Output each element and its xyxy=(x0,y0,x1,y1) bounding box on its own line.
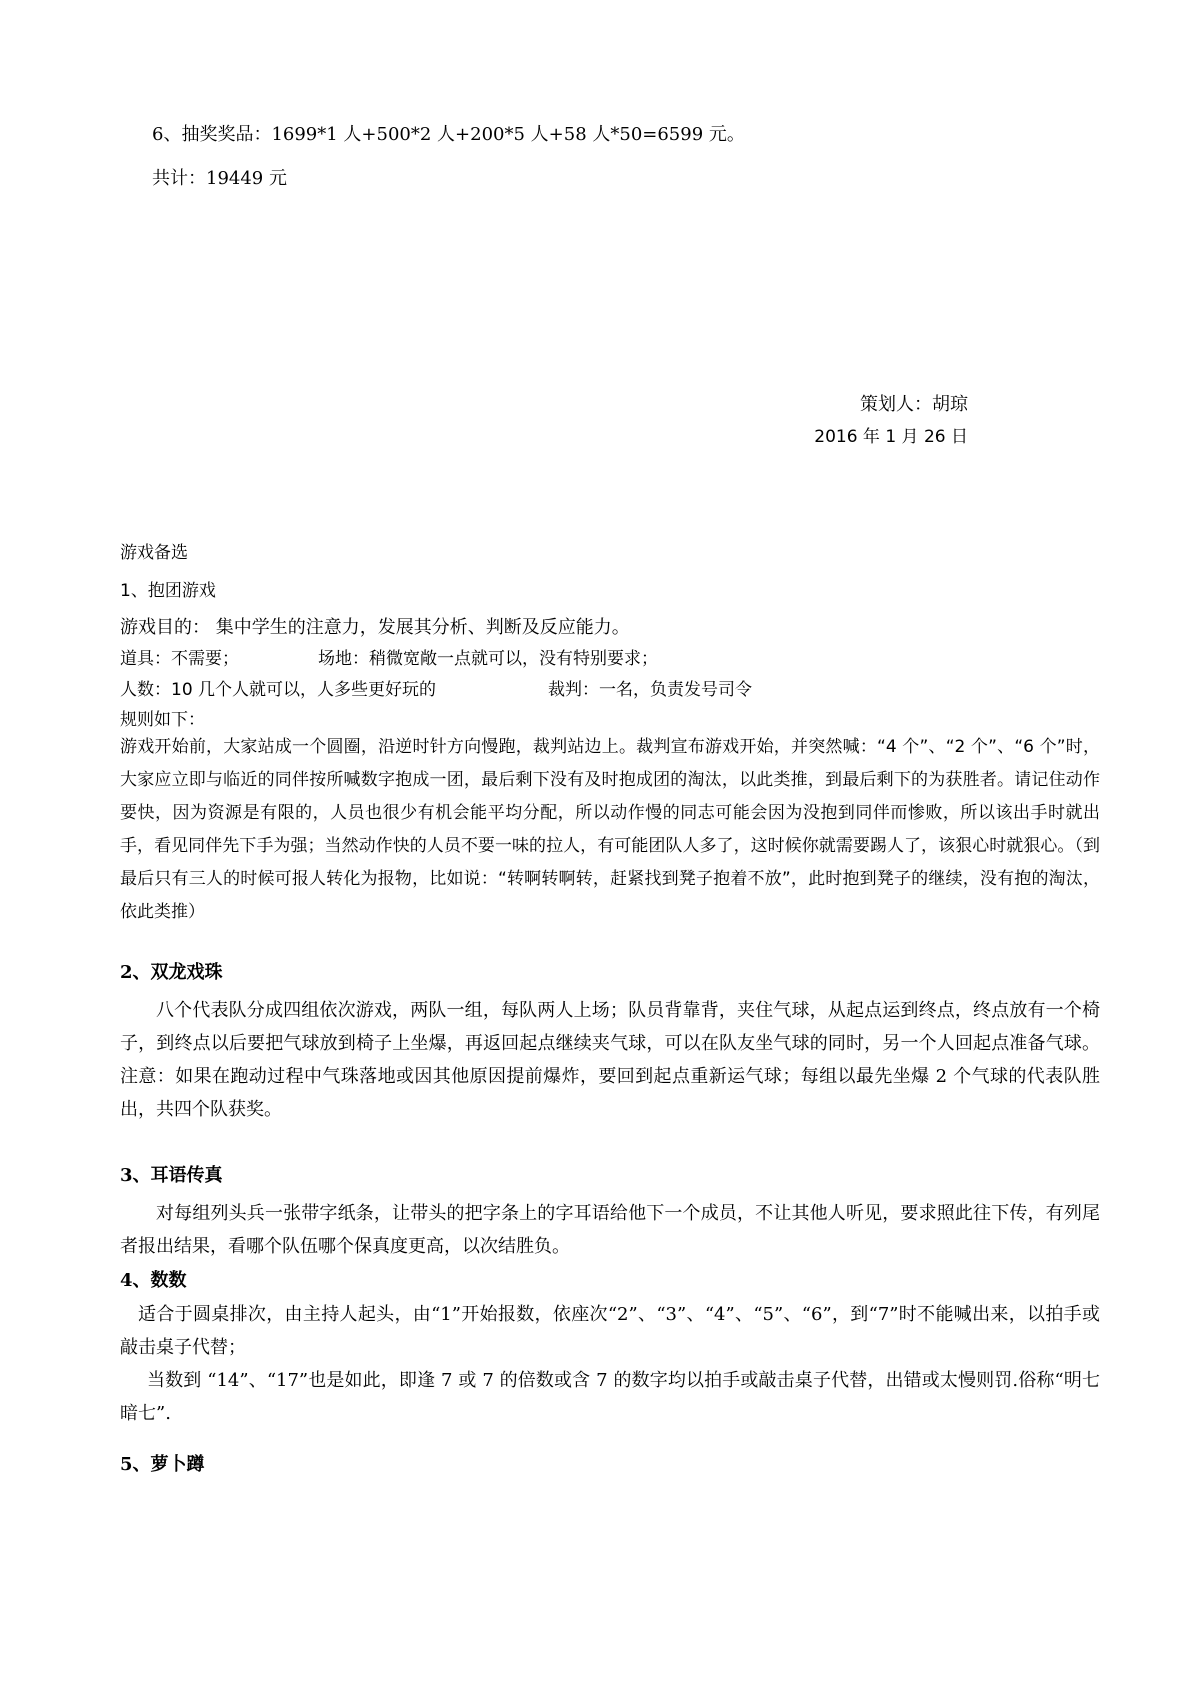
games-heading: 游戏备选 xyxy=(120,543,188,563)
game4-title: 4、数数 xyxy=(120,1270,187,1291)
game4-text1: 适合于圆桌排次，由主持人起头，由“1”开始报数，依座次“2”、“3”、“4”、“5”、“6”，到“7”时不能喊出来，以拍手或敲击桌子代替； xyxy=(120,1304,1100,1358)
game1-venue: 场地：稍微宽敞一点就可以，没有特别要求； xyxy=(318,649,658,669)
game1-title: 1、抱团游戏 xyxy=(120,581,216,601)
game1-rules-text: 游戏开始前，大家站成一个圆圈，沿逆时针方向慢跑，裁判站边上。裁判宣布游戏开始，并突然喊：“4 个”、“2 个”、“6 个”时，大家应立即与临近的同伴按所喊数字抱成一团，最后剩下没有及时抱成团的淘汰，以此类推，到最后剩下的为获胜者。请记住动作要快，因为资源是有限的，人员也很少有机会能平均分配，所以动作慢的同志可能会因为没抱到同伴而惨败，所以该出手时就出手，看见同伴先下手为强；当然动作快的人员不要一味的拉人，有可能团队人多了，这时候你就需要踢人了，该狠心时就狠心。（到最后只有三人的时候可报人转化为报物，比如说：“转啊转啊转，赶紧找到凳子抱着不放”，此时抱到凳子的继续，没有抱的淘汰，依此类推） xyxy=(120,737,1100,922)
game5-title: 5、萝卜蹲 xyxy=(120,1454,205,1475)
planner-signature: 策划人：胡琼 xyxy=(860,394,968,415)
game1-people: 人数：10 几个人就可以，人多些更好玩的 xyxy=(120,680,437,700)
game1-props: 道具：不需要； xyxy=(120,649,239,669)
game1-rules-label: 规则如下： xyxy=(120,710,205,730)
game1-purpose: 游戏目的： 集中学生的注意力，发展其分析、判断及反应能力。 xyxy=(120,617,630,638)
game3-text: 对每组列头兵一张带字纸条，让带头的把字条上的字耳语给他下一个成员，不让其他人听见，要求照此往下传，有列尾者报出结果，看哪个队伍哪个保真度更高，以次结胜负。 xyxy=(120,1203,1100,1257)
game2-title: 2、双龙戏珠 xyxy=(120,962,223,983)
budget-total: 共计：19449 元 xyxy=(152,168,287,189)
game4-text2: 当数到 “14”、“17”也是如此，即逢 7 或 7 的倍数或含 7 的数字均以拍手或敲击桌子代替，出错或太慢则罚.俗称“明七暗七”. xyxy=(120,1370,1100,1424)
budget-item-6: 6、抽奖奖品：1699*1 人+500*2 人+200*5 人+58 人*50=6599 元。 xyxy=(152,124,745,145)
plan-date: 2016 年 1 月 26 日 xyxy=(814,427,968,447)
game2-text: 八个代表队分成四组依次游戏，两队一组，每队两人上场；队员背靠背，夹住气球，从起点运到终点，终点放有一个椅子，到终点以后要把气球放到椅子上坐爆，再返回起点继续夹气球，可以在队友坐气球的同时，另一个人回起点准备气球。注意：如果在跑动过程中气珠落地或因其他原因提前爆炸，要回到起点重新运气球；每组以最先坐爆 2 个气球的代表队胜出，共四个队获奖。 xyxy=(120,1000,1100,1120)
game3-title: 3、耳语传真 xyxy=(120,1165,223,1186)
game1-referee: 裁判：一名，负责发号司令 xyxy=(548,680,752,700)
